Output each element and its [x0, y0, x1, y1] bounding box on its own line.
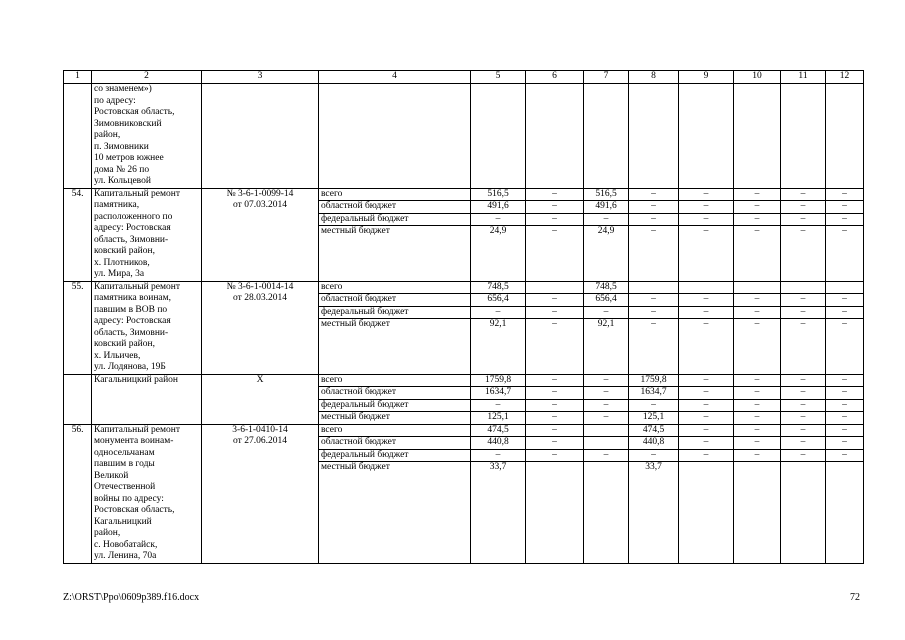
value-cell [734, 462, 781, 564]
object-name: Капитальный ремонт монумента воинам- односельчанам павшим в годы Великой Отечественной войны по адресу: Ростовская область, Кагальницкий район, с. Новобатайск, ул. Ленина, 70а [92, 424, 202, 563]
value-cell: – [584, 449, 629, 462]
table-row [64, 374, 864, 387]
table-row [64, 424, 864, 437]
row-number: 56. [64, 424, 92, 563]
budget-label: областной бюджет [319, 387, 471, 400]
value-cell: 656,4 [471, 294, 526, 307]
value-cell: – [734, 387, 781, 400]
empty-cell [64, 84, 92, 189]
value-cell [826, 462, 864, 564]
budget-label: федеральный бюджет [319, 449, 471, 462]
value-cell: 440,8 [629, 437, 679, 450]
budget-label: местный бюджет [319, 226, 471, 282]
value-cell: – [781, 449, 826, 462]
value-cell: – [526, 213, 584, 226]
value-cell: – [526, 374, 584, 387]
value-cell [584, 462, 629, 564]
document-ref: 3-6-1-0410-14 от 27.06.2014 [202, 424, 319, 563]
budget-label: местный бюджет [319, 319, 471, 375]
value-cell: 24,9 [584, 226, 629, 282]
budget-label: всего [319, 188, 471, 201]
row-number: 54. [64, 188, 92, 281]
document-ref: X [202, 374, 319, 424]
value-cell: – [526, 449, 584, 462]
value-cell: – [584, 213, 629, 226]
value-cell: – [679, 387, 734, 400]
budget-label: всего [319, 424, 471, 437]
budget-label: всего [319, 281, 471, 294]
value-cell: – [526, 399, 584, 412]
value-cell [679, 462, 734, 564]
column-number: 9 [679, 71, 734, 84]
value-cell [526, 462, 584, 564]
row-number [64, 374, 92, 424]
value-cell: – [781, 294, 826, 307]
empty-cell [734, 84, 781, 189]
value-cell: – [679, 226, 734, 282]
budget-label: областной бюджет [319, 294, 471, 307]
value-cell: – [781, 424, 826, 437]
value-cell: 125,1 [629, 412, 679, 425]
value-cell: – [826, 449, 864, 462]
value-cell: – [734, 399, 781, 412]
value-cell: 440,8 [471, 437, 526, 450]
column-number: 4 [319, 71, 471, 84]
value-cell: – [526, 306, 584, 319]
empty-cell [526, 84, 584, 189]
table-row [64, 84, 864, 189]
value-cell: – [826, 188, 864, 201]
value-cell: 1759,8 [471, 374, 526, 387]
value-cell: – [826, 226, 864, 282]
empty-cell [629, 84, 679, 189]
column-number: 6 [526, 71, 584, 84]
table-row [64, 281, 864, 294]
budget-label: местный бюджет [319, 412, 471, 425]
value-cell [781, 462, 826, 564]
column-number: 3 [202, 71, 319, 84]
value-cell: – [826, 294, 864, 307]
budget-label: областной бюджет [319, 201, 471, 214]
document-ref: № 3-6-1-0099-14 от 07.03.2014 [202, 188, 319, 281]
column-number: 8 [629, 71, 679, 84]
value-cell: – [781, 319, 826, 375]
empty-cell [471, 84, 526, 189]
value-cell: – [734, 374, 781, 387]
empty-cell [319, 84, 471, 189]
value-cell: – [781, 306, 826, 319]
value-cell: – [826, 319, 864, 375]
value-cell: – [826, 437, 864, 450]
budget-label: федеральный бюджет [319, 306, 471, 319]
value-cell: – [826, 213, 864, 226]
value-cell: – [629, 213, 679, 226]
value-cell: – [679, 294, 734, 307]
empty-cell [781, 84, 826, 189]
value-cell: – [629, 201, 679, 214]
value-cell: – [781, 226, 826, 282]
column-number: 1 [64, 71, 92, 84]
value-cell: – [679, 424, 734, 437]
column-number: 10 [734, 71, 781, 84]
empty-cell [826, 84, 864, 189]
value-cell: – [526, 226, 584, 282]
column-number: 7 [584, 71, 629, 84]
table-header-row [64, 71, 864, 84]
value-cell: – [679, 319, 734, 375]
value-cell [584, 424, 629, 437]
budget-label: всего [319, 374, 471, 387]
value-cell: – [526, 188, 584, 201]
value-cell: – [734, 412, 781, 425]
value-cell: – [526, 294, 584, 307]
value-cell [526, 281, 584, 294]
value-cell: – [679, 399, 734, 412]
value-cell: – [734, 424, 781, 437]
value-cell: – [826, 399, 864, 412]
value-cell: – [629, 399, 679, 412]
value-cell: 516,5 [584, 188, 629, 201]
value-cell: – [471, 449, 526, 462]
value-cell: – [734, 449, 781, 462]
value-cell: – [526, 319, 584, 375]
empty-cell [202, 84, 319, 189]
value-cell [826, 281, 864, 294]
value-cell: – [781, 374, 826, 387]
value-cell: – [679, 374, 734, 387]
value-cell: – [781, 213, 826, 226]
value-cell: – [781, 188, 826, 201]
value-cell: – [826, 424, 864, 437]
value-cell: – [584, 412, 629, 425]
value-cell: – [584, 374, 629, 387]
value-cell: – [526, 424, 584, 437]
value-cell: – [679, 412, 734, 425]
empty-cell [679, 84, 734, 189]
empty-cell [584, 84, 629, 189]
value-cell: – [679, 449, 734, 462]
column-number: 11 [781, 71, 826, 84]
value-cell: 491,6 [584, 201, 629, 214]
value-cell [629, 281, 679, 294]
value-cell: – [629, 294, 679, 307]
object-name: Капитальный ремонт памятника, расположенного по адресу: Ростовская область, Зимовни- ковский район, х. Плотников, ул. Мира, 3а [92, 188, 202, 281]
value-cell [679, 281, 734, 294]
value-cell: – [584, 399, 629, 412]
value-cell: – [471, 306, 526, 319]
value-cell: 474,5 [629, 424, 679, 437]
object-name: со знаменем») по адресу: Ростовская область, Зимовниковский район, п. Зимовники 10 метров южнее дома № 26 по ул. Кольцевой [92, 84, 202, 189]
document-ref: № 3-6-1-0014-14 от 28.03.2014 [202, 281, 319, 374]
value-cell: – [526, 437, 584, 450]
value-cell: – [629, 226, 679, 282]
column-number: 2 [92, 71, 202, 84]
value-cell: – [679, 437, 734, 450]
value-cell: – [734, 306, 781, 319]
value-cell: 33,7 [629, 462, 679, 564]
value-cell: – [734, 294, 781, 307]
value-cell: 24,9 [471, 226, 526, 282]
value-cell: – [734, 319, 781, 375]
value-cell: – [679, 306, 734, 319]
value-cell: – [629, 188, 679, 201]
value-cell: – [826, 374, 864, 387]
value-cell: – [734, 437, 781, 450]
value-cell: – [826, 201, 864, 214]
column-number: 5 [471, 71, 526, 84]
object-name: Капитальный ремонт памятника воинам, павшим в ВОВ по адресу: Ростовская область, Зимовни- ковский район, х. Ильичев, ул. Лодянова, 19Б [92, 281, 202, 374]
value-cell: 92,1 [471, 319, 526, 375]
value-cell: 748,5 [471, 281, 526, 294]
value-cell: 1634,7 [471, 387, 526, 400]
value-cell: – [679, 213, 734, 226]
value-cell: – [526, 201, 584, 214]
value-cell: – [826, 306, 864, 319]
budget-label: местный бюджет [319, 462, 471, 564]
footer-file-path: Z:\ORST\Ppo\0609p389.f16.docx [63, 592, 200, 603]
value-cell: – [826, 412, 864, 425]
budget-table [63, 70, 864, 564]
table-row [64, 188, 864, 201]
value-cell: 748,5 [584, 281, 629, 294]
value-cell: 33,7 [471, 462, 526, 564]
value-cell: – [734, 213, 781, 226]
value-cell: 516,5 [471, 188, 526, 201]
value-cell: – [679, 188, 734, 201]
column-number: 12 [826, 71, 864, 84]
value-cell: 656,4 [584, 294, 629, 307]
budget-label: областной бюджет [319, 437, 471, 450]
value-cell: – [781, 412, 826, 425]
value-cell: 491,6 [471, 201, 526, 214]
value-cell: 1634,7 [629, 387, 679, 400]
budget-label: федеральный бюджет [319, 399, 471, 412]
budget-label: федеральный бюджет [319, 213, 471, 226]
value-cell: 1759,8 [629, 374, 679, 387]
value-cell [584, 437, 629, 450]
row-number: 55. [64, 281, 92, 374]
value-cell: – [781, 387, 826, 400]
value-cell: – [629, 449, 679, 462]
value-cell: – [734, 201, 781, 214]
value-cell: 474,5 [471, 424, 526, 437]
value-cell [781, 281, 826, 294]
value-cell [734, 281, 781, 294]
value-cell: – [584, 306, 629, 319]
value-cell: – [781, 201, 826, 214]
value-cell: 92,1 [584, 319, 629, 375]
value-cell: – [471, 213, 526, 226]
value-cell: – [734, 226, 781, 282]
object-name: Кагальницкий район [92, 374, 202, 424]
value-cell: – [471, 399, 526, 412]
value-cell: – [526, 412, 584, 425]
value-cell: – [734, 188, 781, 201]
value-cell: – [781, 399, 826, 412]
value-cell: – [629, 319, 679, 375]
value-cell: – [526, 387, 584, 400]
value-cell: – [584, 387, 629, 400]
value-cell: – [629, 306, 679, 319]
value-cell: 125,1 [471, 412, 526, 425]
value-cell: – [826, 387, 864, 400]
value-cell: – [781, 437, 826, 450]
value-cell: – [679, 201, 734, 214]
page-number: 72 [850, 592, 860, 603]
